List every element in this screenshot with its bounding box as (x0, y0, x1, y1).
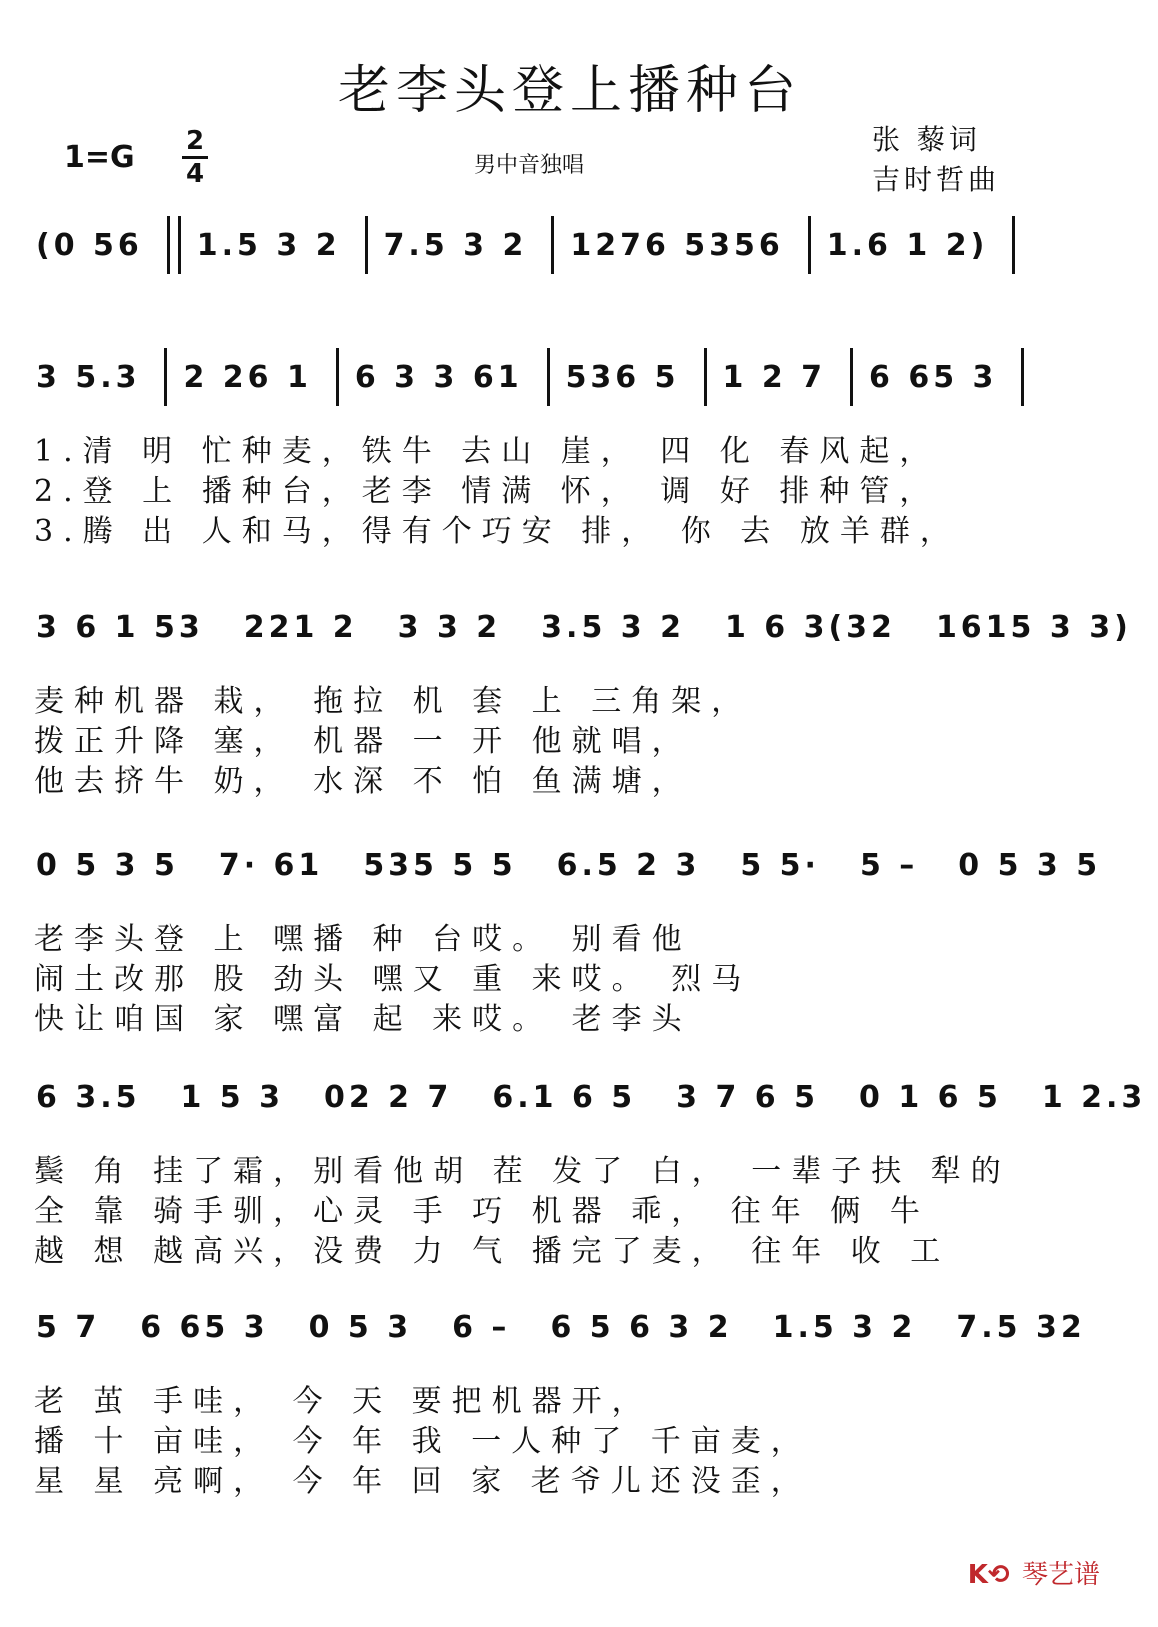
meter-bottom: 4 (185, 159, 205, 189)
bar-line (1012, 216, 1015, 274)
page-title: 老李头登上播种台 (337, 61, 802, 121)
music-row (32, 1302, 1086, 1352)
lyric-line: 播 十 亩哇， 今 年 我 一人种了 千亩麦， (34, 1424, 811, 1459)
measure: 0 5 3 5 (958, 847, 1102, 883)
bar-line (167, 216, 181, 274)
measure: 7· 61 (218, 847, 324, 883)
measure: 0 1 6 5 (859, 1079, 1002, 1115)
measure: 2 26 1 (183, 359, 312, 395)
measure: 536 5 (565, 359, 680, 395)
lyricist-credit: 张 藜词 (872, 123, 981, 156)
bar-line (547, 348, 550, 406)
bar-line (1021, 348, 1024, 406)
time-signature (180, 126, 210, 189)
measure: 6 – (452, 1309, 511, 1345)
music-row (32, 840, 1102, 890)
measure: 6.1 6 5 (492, 1079, 637, 1115)
measure: 1.5 3 2 (772, 1309, 917, 1345)
measure: 6 3 3 61 (354, 359, 523, 395)
measure: 3 5.3 (36, 359, 141, 395)
measure: 3 3 2 (397, 609, 502, 645)
meter-top: 2 (185, 126, 205, 156)
measure: 02 2 7 (323, 1079, 453, 1115)
measure: 1 2.3 (1041, 1079, 1147, 1115)
lyric-line: 星 星 亮啊， 今 年 回 家 老爷儿还没歪， (34, 1464, 811, 1499)
music-row (32, 1072, 1147, 1122)
measure: 6 65 3 (140, 1309, 269, 1345)
measure: 6 3.5 (36, 1079, 141, 1115)
measure: 7.5 32 (956, 1309, 1086, 1345)
measure: 3.5 3 2 (541, 609, 685, 645)
composer-credit: 吉时哲曲 (872, 163, 1001, 196)
lyric-line: 闹土改那 股 劲头 嘿又 重 来哎。 烈马 (34, 962, 752, 997)
lyric-line: 全 靠 骑手驯，心灵 手 巧 机器 乖， 往年 俩 牛 (34, 1194, 930, 1229)
measure: 535 5 5 (363, 847, 517, 883)
lyric-line: 2.登 上 播种台，老李 情满 怀， 调 好 排种管， (34, 474, 940, 509)
lyric-line: 快让咱国 家 嘿富 起 来哎。 老李头 (34, 1002, 692, 1037)
measure: 5 7 (36, 1309, 101, 1345)
measure: 221 2 (243, 609, 358, 645)
measure: 1276 5356 (570, 227, 784, 263)
kc-logo-icon: K⟲ (967, 1560, 1010, 1590)
lyric-line: 老李头登 上 嘿播 种 台哎。 别看他 (34, 922, 692, 957)
bar-line (808, 216, 811, 274)
measure: 3 7 6 5 (676, 1079, 819, 1115)
measure: 6.5 2 3 (556, 847, 701, 883)
bar-line (704, 348, 707, 406)
measure: 1 5 3 (180, 1079, 284, 1115)
lyric-line: 老 茧 手哇， 今 天 要把机器开， (34, 1384, 652, 1419)
lyric-line: 1.清 明 忙种麦，铁牛 去山 崖， 四 化 春风起， (34, 434, 940, 469)
lyric-line: 3.腾 出 人和马，得有个巧安 排， 你 去 放羊群， (34, 514, 960, 549)
measure: 7.5 3 2 (383, 227, 528, 263)
measure: 0 5 3 (308, 1309, 413, 1345)
bar-line (551, 216, 554, 274)
key-signature: 1=G (64, 140, 135, 175)
music-row (32, 352, 1042, 402)
watermark (968, 1554, 1100, 1591)
music-row (32, 220, 1042, 270)
lyric-line: 麦种机器 栽， 拖拉 机 套 上 三角架， (34, 684, 752, 719)
lyric-line: 他去挤牛 奶， 水深 不 怕 鱼满塘， (34, 764, 692, 799)
measure: 3 6 1 53 (36, 609, 204, 645)
measure: 5 5· (740, 847, 820, 883)
measure: 0 5 3 5 (36, 847, 179, 883)
measure: (0 56 (36, 227, 143, 263)
measure: 1615 3 3) (935, 609, 1132, 645)
performance-style: 男中音独唱 (474, 153, 585, 178)
bar-line (850, 348, 853, 406)
measure: 6 5 6 3 2 (550, 1309, 733, 1345)
lyric-line: 鬓 角 挂了霜，别看他胡 茬 发了 白， 一辈子扶 犁的 (34, 1154, 1011, 1189)
bar-line (365, 216, 368, 274)
measure: 1.6 1 2) (826, 227, 989, 263)
measure: 1 2 7 (722, 359, 827, 395)
watermark-text: 琴艺谱 (1021, 1560, 1100, 1590)
bar-line (164, 348, 167, 406)
measure: 6 65 3 (869, 359, 998, 395)
measure: 1 6 3(32 (724, 609, 896, 645)
measure: 5 – (859, 847, 919, 883)
lyric-line: 拨正升降 塞， 机器 一 开 他就唱， (34, 724, 692, 759)
lyric-line: 越 想 越高兴，没费 力 气 播完了麦， 往年 收 工 (34, 1234, 951, 1269)
bar-line (336, 348, 339, 406)
music-row (32, 602, 1132, 652)
measure: 1.5 3 2 (196, 227, 341, 263)
